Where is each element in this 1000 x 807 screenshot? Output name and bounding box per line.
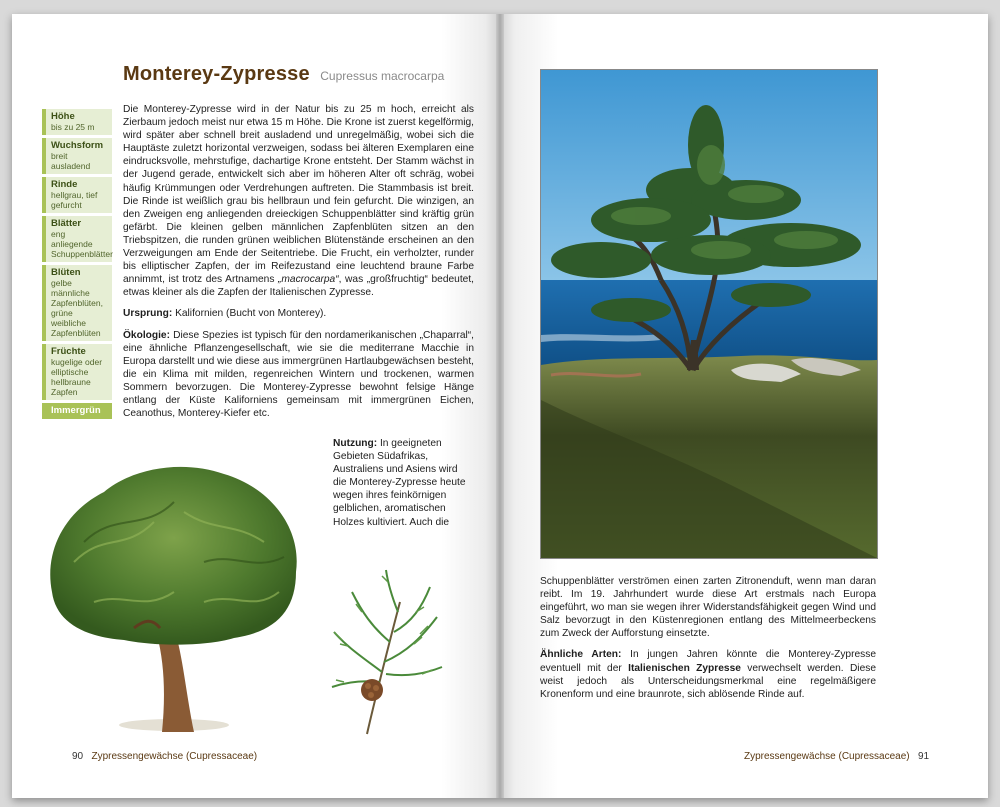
- similar-text-end: verwechselt werden. Diese weist jedoch als Unterscheidungsmerkmal eine regelmäßigere Kronenform und eine braunrote, sich ablösende Rinde auf.: [540, 662, 876, 700]
- fact-fruits: [42, 344, 112, 400]
- fact-label: Blüten: [51, 267, 81, 278]
- fact-value: hellgrau, tief gefurcht: [51, 190, 98, 210]
- continuation-paragraph: Schuppenblätter verströmen einen zarten Zitronenduft, wenn man daran reibt. Im 19. Jahrhundert wurde diese Art erstmals nach Europa eingeführt, wo man sie wegen ihrer Widerstandsfähigkeit gegen Wind und Salz bevorzugt in den Küstenregionen entlang des Mittelmeerbeckens zum Zweck der Aufforstung einsetzte.: [540, 576, 876, 640]
- use-paragraph: [333, 437, 473, 529]
- fact-flowers: [42, 265, 112, 341]
- fact-leaves: [42, 216, 112, 262]
- ecology-paragraph: [123, 329, 474, 421]
- use-column: [333, 437, 473, 529]
- species-title: Monterey-Zypresse: [123, 63, 310, 85]
- running-head: Zypressengewächse (Cupressaceae): [744, 751, 910, 762]
- ecology-text: Diese Spezies ist typisch für den nordamerikanischen „Chaparral“, eine ähnliche Pflanzengesellschaft, wie sie die mediterrane Macchie in Europa darstellt und wie diese aus immergrünen Hartlaubgewächsen besteht, die ein Klima mit milden, regenreichen Wintern und trockenen, warmen Sommern bevorzugen. Die Monterey-Zypresse bewohnt felsige Hänge entlang der Küste Kaliforniens gemeinsam mit immergrünen Eichen, Ceanothus, Monterey-Kiefer etc.: [123, 329, 474, 420]
- fact-value: gelbe männliche Zapfenblüten, grüne weibliche Zapfenblüten: [51, 278, 103, 338]
- use-label: Nutzung:: [333, 438, 378, 449]
- similar-text: In jungen Jahren könnte die Monterey-Zypresse eventuell mit der: [540, 649, 877, 674]
- fact-value: breit ausladend: [51, 151, 91, 171]
- tree-illustration: [34, 442, 314, 742]
- fact-value: eng anliegende Schuppenblätter: [51, 229, 113, 259]
- fact-value: bis zu 25 m: [51, 122, 95, 132]
- fact-bark: [42, 177, 112, 213]
- latin-name: Cupressus macrocarpa: [320, 69, 445, 83]
- ecology-label: Ökologie:: [123, 329, 170, 341]
- description-text: Die Monterey-Zypresse wird in der Natur bis zu 25 m hoch, erreicht als Zierbaum jedoch meist nur etwa 15 m Höhe. Die Krone ist zuerst kegelförmig, wird später aber schnell breit ausladend und unregelmäßig, wobei sich die Hauptäste zuletzt horizontal verzweigen, sodass bei älteren Exemplaren eine eindrucksvolle, mehrstufige, dachartige Krone entsteht. Der Stamm wächst in der Jugend gerade, entwickelt sich aber im höheren Alter oft schräg, wobei häufig Krümmungen oder Verdrehungen auftreten. Die Stammbasis ist breit. Die Rinde ist weißlich grau bis hellbraun und fein gefurcht. Die winzigen, an den Zweigen eng anliegenden dreieckigen Schuppenblätter sind kräftig grün gefärbt. Die kleinen gelben männlichen Zapfenblüten sitzen an den Triebspitzen, die runden grünen weiblichen Blütenstände erscheinen an den Verzweigungen am Ende der Seitentriebe. Die Frucht, ein verholzter, runder bis elliptischer Zapfen, der im Reifezustand eine leuchtend braune Farbe annimmt, ist trotz des Artnamens: [123, 104, 474, 286]
- cypress-photo: [540, 69, 878, 559]
- evergreen-badge: [42, 403, 112, 419]
- page-number: 91: [917, 751, 930, 762]
- species-heading: [123, 63, 483, 86]
- similar-species-name: Italienischen Zypresse: [628, 662, 741, 674]
- page-number: 90: [72, 751, 84, 762]
- fact-height: [42, 109, 112, 135]
- similar-label: Ähnliche Arten:: [540, 649, 622, 661]
- description-paragraph: [123, 103, 474, 299]
- similar-species-paragraph: [540, 648, 876, 700]
- fact-label: Höhe: [51, 111, 75, 122]
- origin-text: Kalifornien (Bucht von Monterey).: [172, 308, 327, 320]
- fact-label: Rinde: [51, 179, 78, 190]
- fact-label: Früchte: [51, 346, 86, 357]
- fact-growth-form: [42, 138, 112, 174]
- right-text-column: [540, 575, 876, 709]
- fact-sidebar: [42, 109, 112, 422]
- fact-label: Wuchsform: [51, 140, 104, 151]
- origin-paragraph: [123, 307, 474, 320]
- book-gutter: [496, 14, 504, 798]
- running-head: Zypressengewächse (Cupressaceae): [91, 751, 258, 762]
- footer-left: [72, 751, 257, 762]
- branch-cone-illustration: [322, 562, 452, 737]
- description-text-end: , was „großfruchtig“ bedeutet, etwas kleiner als die Zapfen der Italienischen Zypresse.: [123, 274, 474, 299]
- footer-right: [744, 751, 929, 762]
- left-page: [12, 14, 500, 798]
- origin-label: Ursprung:: [123, 308, 173, 320]
- fact-label: Blätter: [51, 218, 82, 229]
- species-epithet: „macrocarpa“: [278, 274, 339, 286]
- fact-value: kugelige oder elliptische hellbraune Zapfen: [51, 357, 103, 397]
- description-column: [123, 103, 474, 428]
- use-text: In geeigneten Gebieten Südafrikas, Australiens und Asiens wird die Monterey-Zypresse heute wegen ihres feinkörnigen gelblichen, aromatischen Holzes kultiviert. Auch die: [333, 438, 466, 528]
- evergreen-label: Immergrün: [51, 405, 101, 416]
- book-spread: [12, 14, 988, 798]
